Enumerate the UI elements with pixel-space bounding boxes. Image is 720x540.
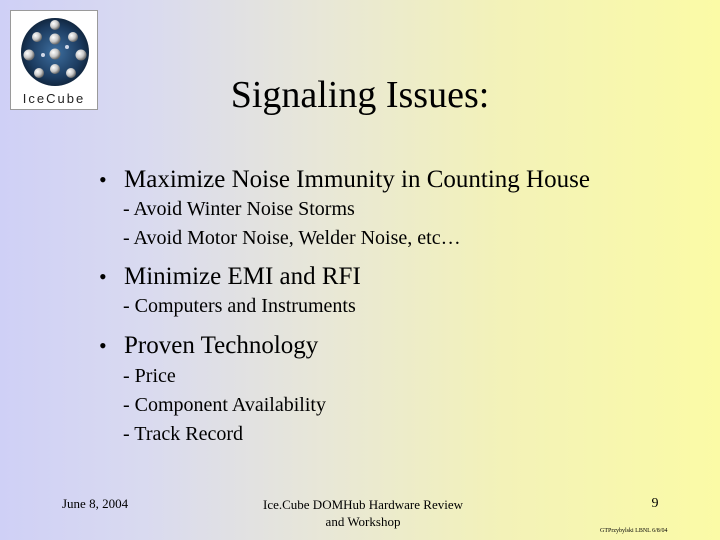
footer-event-line2: and Workshop [325,514,401,529]
sub-item: - Avoid Motor Noise, Welder Noise, etc… [123,227,461,249]
sub-item: - Price [123,365,176,387]
bullet-dot-icon: • [99,264,107,289]
footer-event [248,496,478,530]
footer-event-line1: Ice.Cube DOMHub Hardware Review [263,497,463,512]
page-number: 9 [651,496,659,511]
sub-item: - Component Availability [123,394,326,416]
slide-title: Signaling Issues: [230,74,490,116]
footer-date: June 8, 2004 [62,496,129,511]
bullet-dot-icon: • [99,167,107,192]
sub-item: - Computers and Instruments [123,295,356,317]
bullet-text: Proven Technology [124,332,319,359]
footer-author: GTPrzybylski LBNL 6/8/04 [600,528,668,534]
sub-item: - Track Record [123,423,243,445]
icecube-logo-icon [15,15,95,89]
sub-item: - Avoid Winter Noise Storms [123,198,355,220]
bullet-text: Maximize Noise Immunity in Counting House [124,166,590,193]
bullet-text: Minimize EMI and RFI [124,263,361,290]
icecube-logo [10,10,98,110]
bullet-dot-icon: • [99,333,107,358]
logo-text: IceCube [22,91,86,106]
